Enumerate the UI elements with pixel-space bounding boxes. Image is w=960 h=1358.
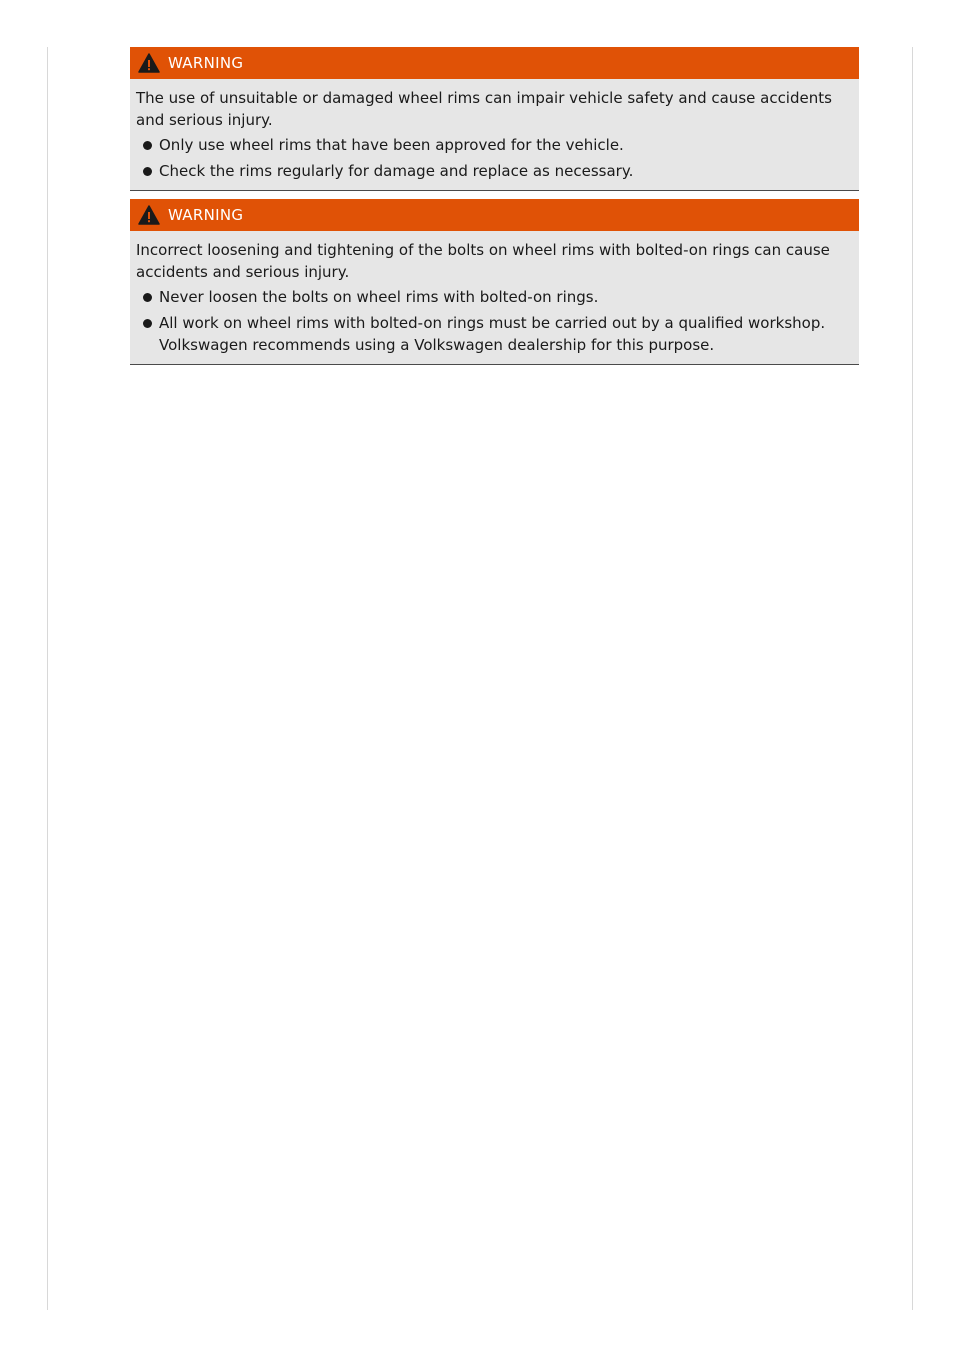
bullet-icon — [143, 141, 152, 150]
warning-box-bolted-rings — [130, 199, 859, 365]
warning-body — [130, 231, 859, 364]
bullet-icon — [143, 293, 152, 302]
list-item-text: All work on wheel rims with bolted-on rings must be carried out by a qualified workshop. Volkswagen recommends using a Volkswagen dealership for this purpose. — [159, 314, 826, 354]
warning-triangle-icon — [138, 53, 160, 73]
warning-title: WARNING — [168, 54, 244, 72]
list-item — [136, 160, 853, 182]
warning-box-wheel-rims — [130, 47, 859, 191]
list-item-text: Check the rims regularly for damage and replace as necessary. — [159, 162, 634, 180]
warning-intro: The use of unsuitable or damaged wheel rims can impair vehicle safety and cause accidents and serious injury. — [136, 89, 832, 129]
warning-intro: Incorrect loosening and tightening of the bolts on wheel rims with bolted-on rings can cause accidents and serious injury. — [136, 241, 830, 281]
warning-body — [130, 79, 859, 190]
warning-header — [130, 47, 859, 79]
list-item — [136, 312, 853, 356]
right-margin-line — [912, 47, 913, 1310]
list-item-text: Never loosen the bolts on wheel rims with bolted-on rings. — [159, 288, 599, 306]
warning-header — [130, 199, 859, 231]
list-item — [136, 286, 853, 308]
list-item-text: Only use wheel rims that have been approved for the vehicle. — [159, 136, 624, 154]
warning-triangle-icon — [138, 205, 160, 225]
warning-title: WARNING — [168, 206, 244, 224]
bullet-icon — [143, 167, 152, 176]
list-item — [136, 134, 853, 156]
warning-list — [136, 286, 853, 356]
left-margin-line — [47, 47, 48, 1310]
warning-list — [136, 134, 853, 182]
bullet-icon — [143, 319, 152, 328]
